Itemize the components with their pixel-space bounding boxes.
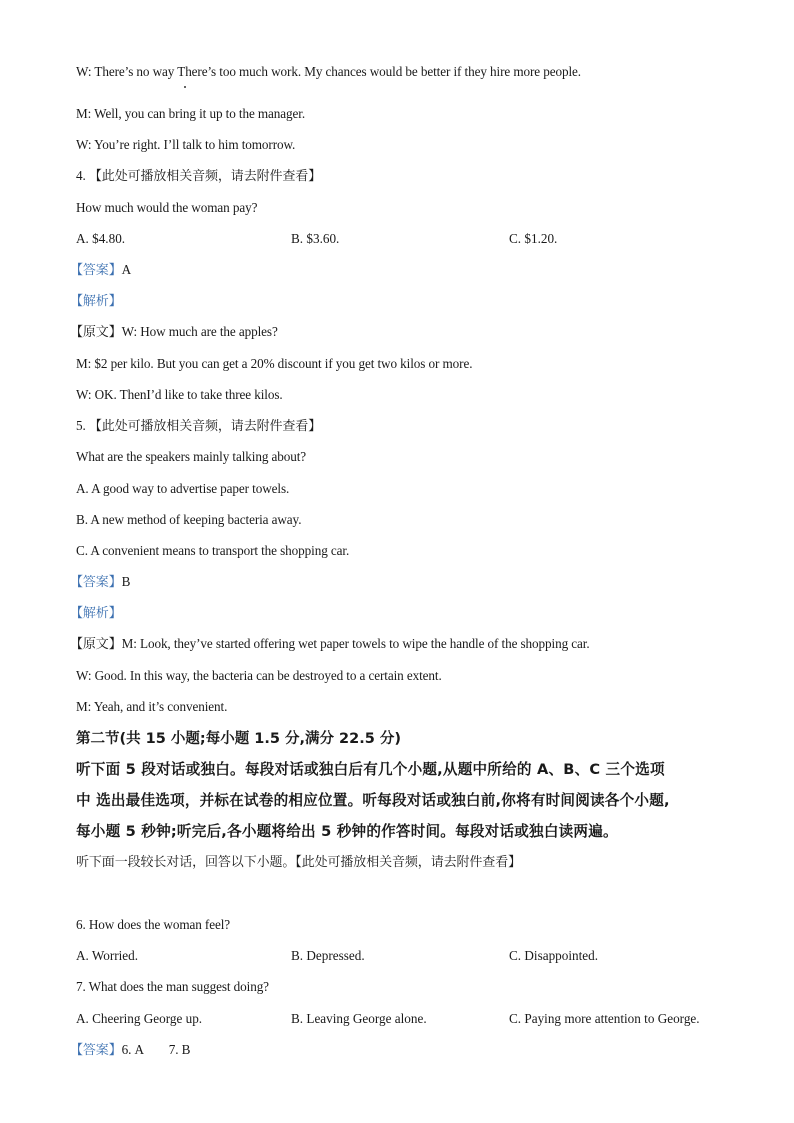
q5-answer — [70, 573, 130, 592]
section2-instruction-3: 每小题 5 秒钟;听完后,各小题将给出 5 秒钟的作答时间。每段对话或独白读两遍。 — [76, 823, 618, 840]
dialogue-line-1: W: There’s no way There’s too much work. My chances would be better if they hire more people. — [76, 64, 581, 79]
q4-header — [76, 167, 321, 186]
q5-transcript-3: M: Yeah, and it’s convenient. — [76, 699, 228, 714]
q5-option-a: A. A good way to advertise paper towels. — [76, 481, 290, 496]
q5-number: 5. — [76, 418, 86, 433]
q6-option-c: C. Disappointed. — [509, 948, 599, 963]
q4-option-b: B. $3.60. — [291, 231, 340, 246]
q5-option-c: C. A convenient means to transport the shopping car. — [76, 543, 350, 558]
q5-original-tag: 【原文】 — [70, 637, 122, 652]
q7-question: 7. What does the man suggest doing? — [76, 979, 269, 994]
dialogue-line-3: W: You’re right. I’ll talk to him tomorrow. — [76, 137, 296, 152]
section2-prompt[interactable]: 听下面一段较长对话，回答以下小题。【此处可播放相关音频，请去附件查看】 — [76, 855, 522, 870]
q4-analysis — [70, 292, 122, 311]
q5-analysis-tag: 【解析】 — [70, 606, 122, 621]
answers-6-7-values: 6. A 7. B — [121, 1042, 191, 1057]
q7-option-a: A. Cheering George up. — [76, 1011, 203, 1026]
q5-answer-tag: 【答案】 — [70, 575, 122, 590]
q4-option-c: C. $1.20. — [509, 231, 558, 246]
q4-answer-value: A — [121, 262, 132, 277]
q4-number: 4. — [76, 168, 86, 183]
q4-transcript-1-text: W: How much are the apples? — [121, 324, 278, 339]
dialogue-line-2: M: Well, you can bring it up to the manager. — [76, 106, 306, 121]
q5-audio-link[interactable]: 【此处可播放相关音频，请去附件查看】 — [88, 419, 322, 434]
answers-6-7 — [70, 1041, 190, 1060]
q5-option-b: B. A new method of keeping bacteria away. — [76, 512, 302, 527]
q4-audio-link[interactable]: 【此处可播放相关音频，请去附件查看】 — [88, 169, 322, 184]
q6-option-a: A. Worried. — [76, 948, 139, 963]
q4-question: How much would the woman pay? — [76, 200, 258, 215]
section2-instruction-1: 听下面 5 段对话或独白。每段对话或独白后有几个小题,从题中所给的 A、B、C 三个选项 — [76, 761, 665, 778]
q4-transcript-1 — [70, 323, 278, 342]
q5-transcript-1-text: M: Look, they’ve started offering wet paper towels to wipe the handle of the shopping car. — [121, 636, 590, 651]
q4-transcript-3: W: OK. ThenI’d like to take three kilos. — [76, 387, 283, 402]
section2-instruction-2: 中 选出最佳选项，并标在试卷的相应位置。听每段对话或独白前,你将有时间阅读各个小题, — [76, 792, 670, 809]
q4-original-tag: 【原文】 — [70, 325, 122, 340]
q4-option-a: A. $4.80. — [76, 231, 126, 246]
q4-answer-tag: 【答案】 — [70, 263, 122, 278]
q6-option-b: B. Depressed. — [291, 948, 365, 963]
q4-transcript-2: M: $2 per kilo. But you can get a 20% discount if you get two kilos or more. — [76, 356, 473, 371]
q7-option-b: B. Leaving George alone. — [291, 1011, 427, 1026]
q4-answer — [70, 261, 131, 280]
q5-analysis — [70, 604, 122, 623]
q5-question: What are the speakers mainly talking about? — [76, 449, 307, 464]
q4-analysis-tag: 【解析】 — [70, 294, 122, 309]
q5-header — [76, 417, 321, 436]
punctuation-dot — [184, 86, 186, 88]
answers-6-7-tag: 【答案】 — [70, 1043, 122, 1058]
section2-heading: 第二节(共 15 小题;每小题 1.5 分,满分 22.5 分) — [76, 731, 401, 747]
q5-transcript-1 — [70, 635, 590, 654]
q7-option-c: C. Paying more attention to George. — [509, 1011, 700, 1026]
q5-answer-value: B — [121, 574, 131, 589]
q5-transcript-2: W: Good. In this way, the bacteria can be destroyed to a certain extent. — [76, 668, 442, 683]
q6-question: 6. How does the woman feel? — [76, 917, 231, 932]
